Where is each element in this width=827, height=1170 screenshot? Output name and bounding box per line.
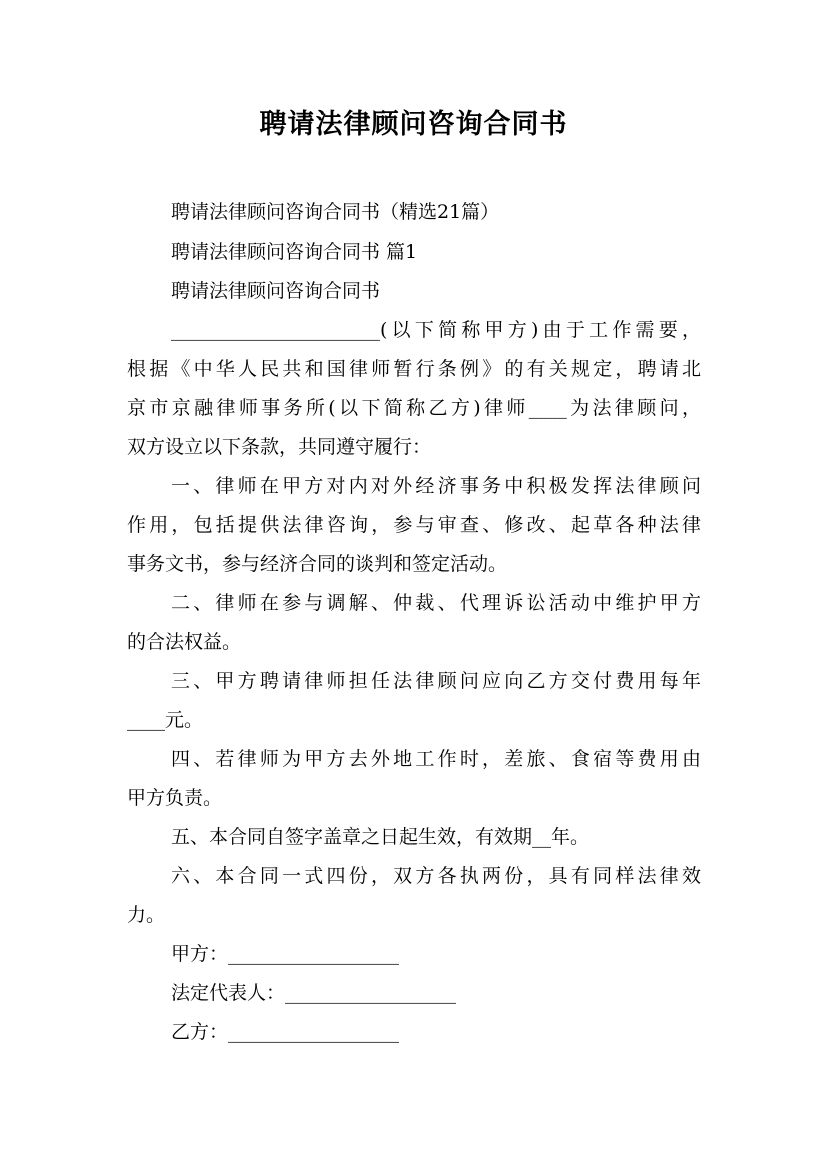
party-a-signature-line: 甲方：__________________ — [171, 943, 400, 965]
clause-4-line: 甲方负责。 — [127, 787, 223, 809]
clause-2-line: 二、律师在参与调解、仲裁、代理诉讼活动中维护甲方 — [171, 592, 701, 614]
subtitle-line: 聘请法律顾问咨询合同书（精选21篇） — [171, 201, 500, 223]
clause-3-line: 三、甲方聘请律师担任法律顾问应向乙方交付费用每年 — [171, 670, 701, 692]
paragraph-line: 根据《中华人民共和国律师暂行条例》的有关规定，聘请北 — [127, 358, 701, 380]
clause-1-line: 一、律师在甲方对内对外经济事务中积极发挥法律顾问 — [171, 475, 701, 497]
paragraph-line: 京市京融律师事务所(以下简称乙方)律师____为法律顾问， — [127, 397, 701, 419]
paragraph-line: 双方设立以下条款，共同遵守履行： — [127, 436, 432, 458]
clause-3-line: ____元。 — [127, 709, 204, 731]
clause-6-line: 六、本合同一式四份，双方各执两份，具有同样法律效 — [171, 865, 701, 887]
clause-4-line: 四、若律师为甲方去外地工作时，差旅、食宿等费用由 — [171, 748, 701, 770]
paragraph-line: ______________________(以下简称甲方)由于工作需要， — [171, 319, 701, 341]
legal-representative-line: 法定代表人：__________________ — [171, 982, 457, 1004]
section-heading: 聘请法律顾问咨询合同书 篇1 — [171, 241, 418, 263]
clause-1-line: 事务文书，参与经济合同的谈判和签定活动。 — [127, 553, 508, 575]
contract-heading: 聘请法律顾问咨询合同书 — [171, 280, 381, 302]
clause-6-line: 力。 — [127, 904, 166, 926]
clause-1-line: 作用，包括提供法律咨询，参与审查、修改、起草各种法律 — [127, 514, 701, 536]
party-b-signature-line: 乙方：__________________ — [171, 1021, 400, 1043]
clause-2-line: 的合法权益。 — [127, 631, 242, 653]
clause-5-line: 五、本合同自签字盖章之日起生效，有效期__年。 — [171, 826, 590, 848]
document-title: 聘请法律顾问咨询合同书 — [259, 109, 568, 140]
